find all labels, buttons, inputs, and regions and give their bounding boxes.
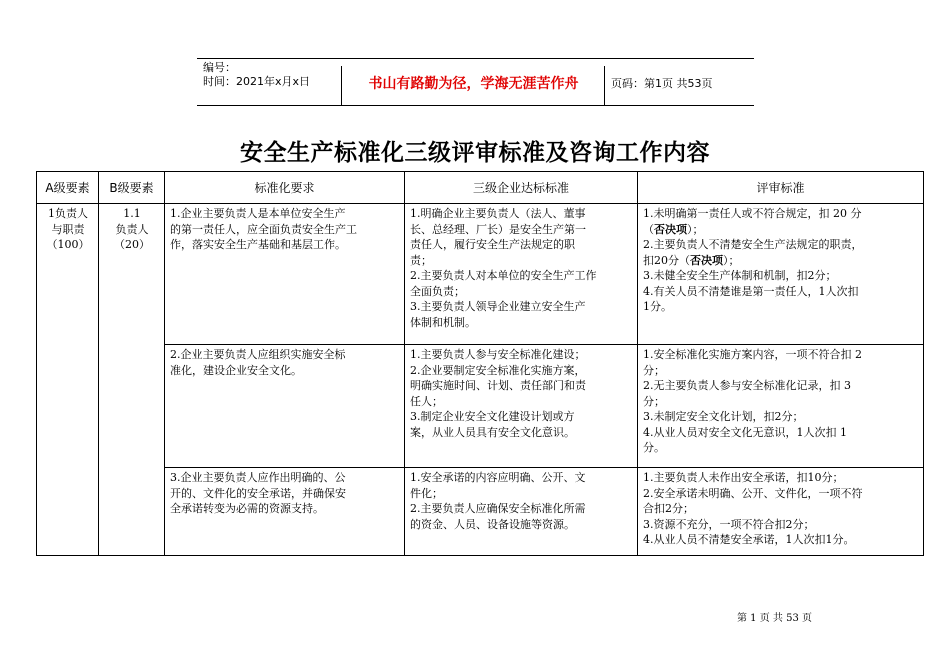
header-page-info: 页码：第1页 共53页 xyxy=(611,77,713,90)
header-divider xyxy=(604,66,605,105)
criteria-cell: 1.安全标准化实施方案内容，一项不符合扣 2 分； 2.无主要负责人参与安全标准化记录，扣 3 分； 3.未制定安全文化计划，扣2分； 4.从业人员对安全文化无意识，1人次扣 1 分。 xyxy=(638,345,924,468)
column-header-criteria: 评审标准 xyxy=(638,172,924,204)
page-footer: 第 1 页 共 53 页 xyxy=(737,613,812,624)
criteria-cell: 1.主要负责人未作出安全承诺，扣10分； 2.安全承诺未明确、公开、文件化，一项不符 合扣2分； 3.资源不充分，一项不符合扣2分； 4.从业人员不清楚安全承诺，1人次扣1分。 xyxy=(638,468,924,556)
column-header-b-element: B级要素 xyxy=(99,172,165,204)
column-header-standard: 三级企业达标标准 xyxy=(405,172,638,204)
requirement-cell: 2.企业主要负责人应组织实施安全标 准化，建设企业安全文化。 xyxy=(165,345,405,468)
column-header-requirement: 标准化要求 xyxy=(165,172,405,204)
requirement-cell: 3.企业主要负责人应作出明确的、公 开的、文件化的安全承诺，并确保安 全承诺转变为必需的资源支持。 xyxy=(165,468,405,556)
table-header-row xyxy=(37,172,924,204)
header-divider xyxy=(341,66,342,105)
document-header xyxy=(197,58,754,106)
criteria-cell: 1.未明确第一责任人或不符合规定，扣 20 分 （否决项）； 2.主要负责人不清楚安全生产法规定的职责， 扣20分（否决项）； 3.未健全安全生产体制和机制，扣2分； 4.有关人员不清楚谁是第一责任人，1人次扣 1分。 xyxy=(638,204,924,345)
standard-cell: 1.主要负责人参与安全标准化建设； 2.企业要制定安全标准化实施方案， 明确实施时间、计划、责任部门和责 任人； 3.制定企业安全文化建设计划或方 案，从业人员具有安全文化意识。 xyxy=(405,345,638,468)
table-row xyxy=(37,345,924,468)
standard-cell: 1.安全承诺的内容应明确、公开、文 件化； 2.主要负责人应确保安全标准化所需 的资金、人员、设备设施等资源。 xyxy=(405,468,638,556)
table-row xyxy=(37,204,924,345)
page-title: 安全生产标准化三级评审标准及咨询工作内容 xyxy=(240,140,710,166)
header-meta xyxy=(203,61,310,89)
standard-cell: 1.明确企业主要负责人（法人、董事 长、总经理、厂长）是安全生产第一 责任人，履行安全生产法规定的职 责； 2.主要负责人对本单位的安全生产工作 全面负责； 3.主要负责人领导企业建立安全生产 体制和机制。 xyxy=(405,204,638,345)
header-motto: 书山有路勤为径，学海无涯苦作舟 xyxy=(368,76,579,92)
document-time-label: 时间：2021年x月x日 xyxy=(203,75,311,88)
requirement-cell: 1.企业主要负责人是本单位安全生产 的第一责任人，应全面负责安全生产工 作，落实安全生产基础和基层工作。 xyxy=(165,204,405,345)
standards-table xyxy=(36,171,924,556)
column-header-a-element: A级要素 xyxy=(37,172,99,204)
document-number-label: 编号： xyxy=(203,61,236,74)
a-element-cell: 1负责人 与职责 （100） xyxy=(37,204,99,556)
table-row xyxy=(37,468,924,556)
b-element-cell: 1.1 负责人 （20） xyxy=(99,204,165,556)
